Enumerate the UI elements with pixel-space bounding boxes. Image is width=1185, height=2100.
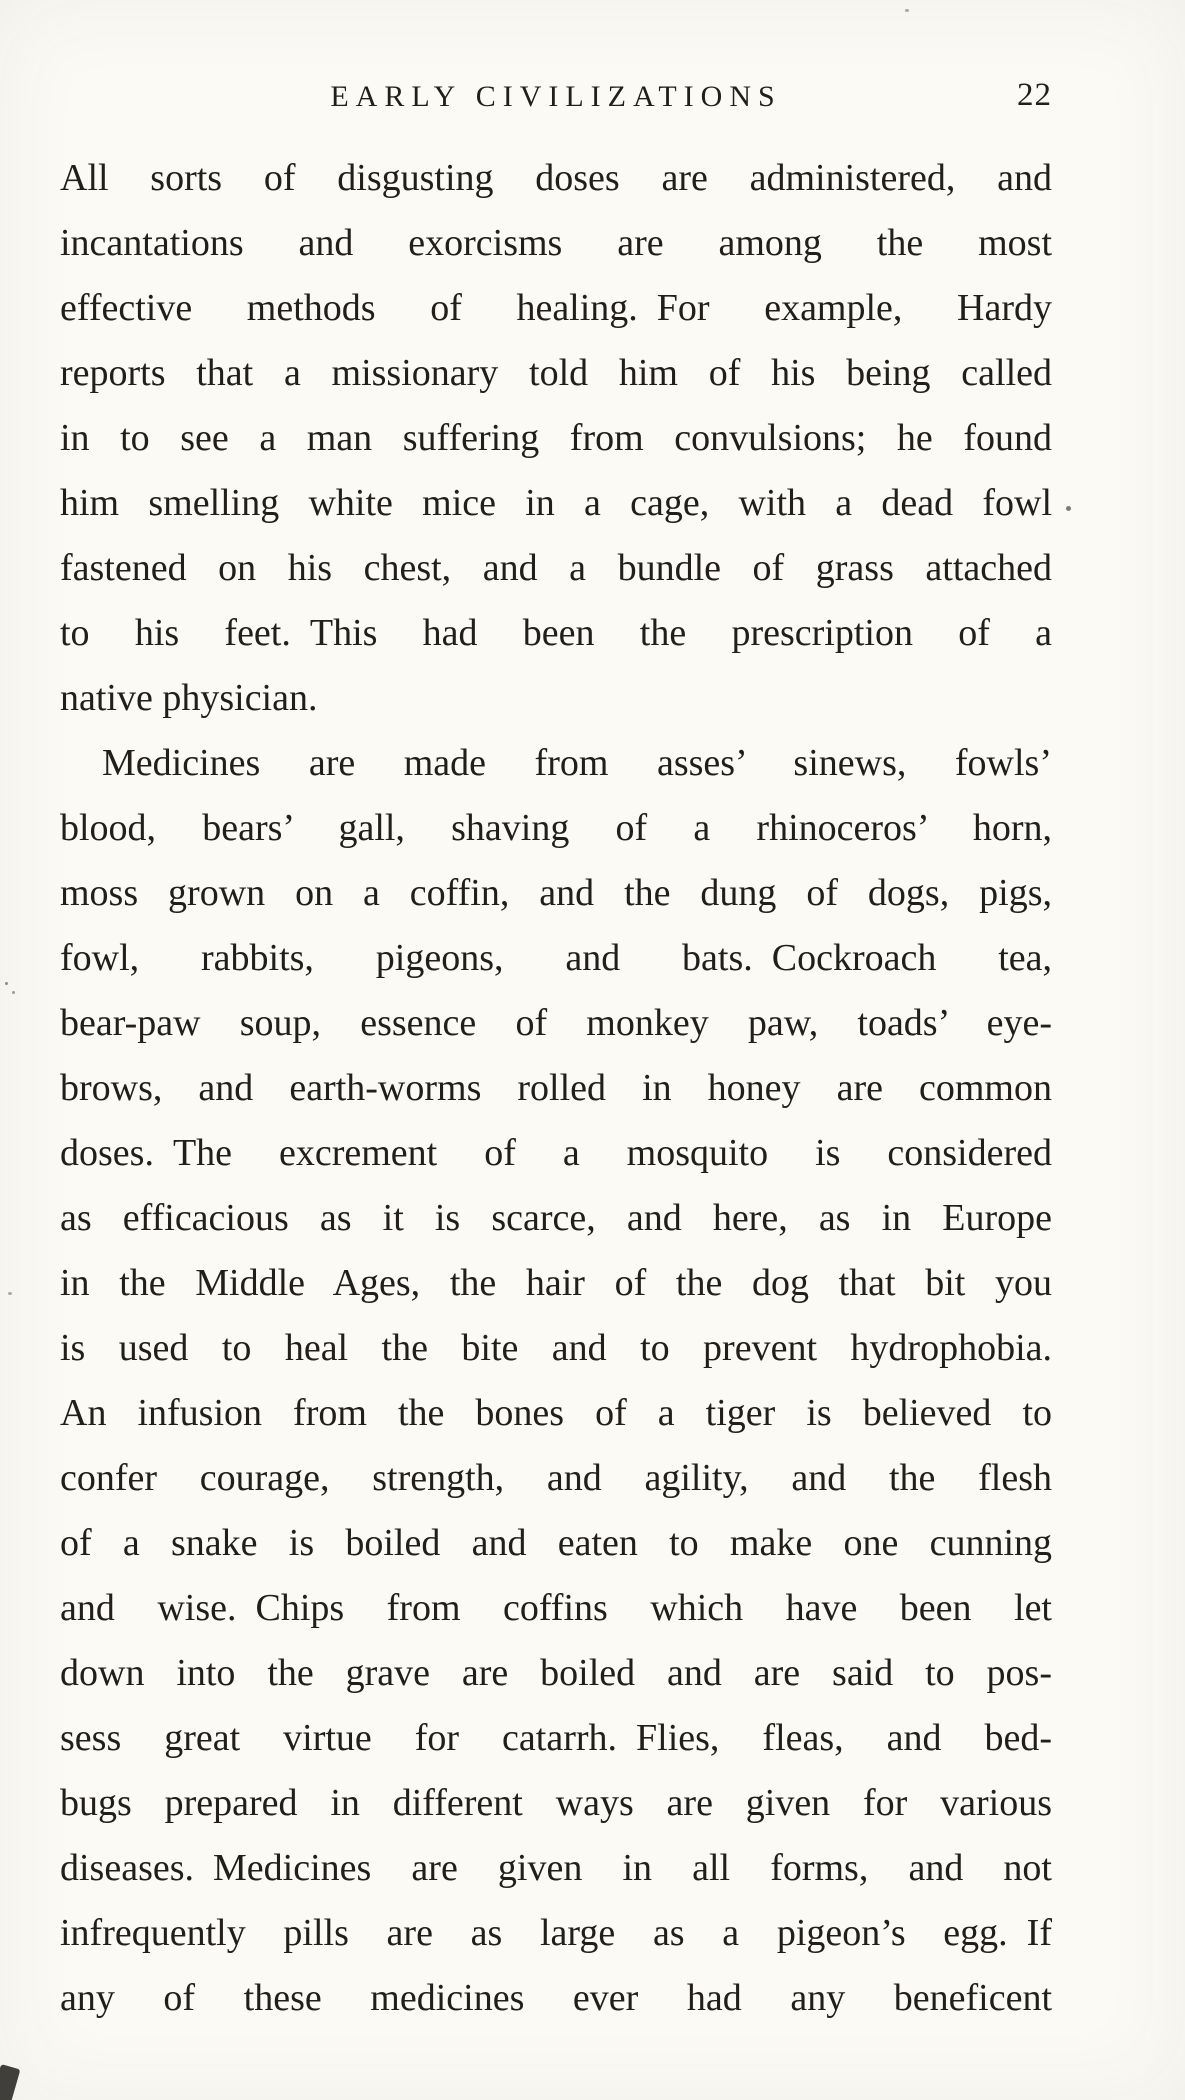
text-line: fowl, rabbits, pigeons, and bats. Cockroach tea, [60, 937, 1052, 979]
text-line: An infusion from the bones of a tiger is believed to [60, 1392, 1052, 1434]
text-line: in to see a man suffering from convulsions; he found [60, 417, 1052, 459]
body-text [60, 146, 1052, 2031]
text-line: moss grown on a coffin, and the dung of dogs, pigs, [60, 872, 1052, 914]
text-line: effective methods of healing. For example, Hardy [60, 287, 1052, 329]
text-line: down into the grave are boiled and are said to pos- [60, 1652, 1052, 1694]
scan-speck-icon [1066, 506, 1071, 511]
scan-speck-icon [8, 1292, 12, 1295]
text-line: of a snake is boiled and eaten to make one cunning [60, 1522, 1052, 1564]
text-line: any of these medicines ever had any beneficent [60, 1977, 1052, 2019]
text-line: to his feet. This had been the prescription of a [60, 612, 1052, 654]
page-number: 22 [1017, 77, 1052, 113]
text-line: confer courage, strength, and agility, and the flesh [60, 1457, 1052, 1499]
text-line: him smelling white mice in a cage, with a dead fowl [60, 482, 1052, 524]
text-line: brows, and earth-worms rolled in honey are common [60, 1067, 1052, 1109]
paragraph-2 [60, 731, 1052, 2031]
text-line: in the Middle Ages, the hair of the dog that bit you [60, 1262, 1052, 1304]
text-line: and wise. Chips from coffins which have been let [60, 1587, 1052, 1629]
text-line: reports that a missionary told him of his being called [60, 352, 1052, 394]
text-line: is used to heal the bite and to prevent hydrophobia. [60, 1327, 1052, 1369]
text-line: All sorts of disgusting doses are administered, and [60, 157, 1052, 199]
text-line: diseases. Medicines are given in all forms, and not [60, 1847, 1052, 1889]
text-line: bear-paw soup, essence of monkey paw, toads’ eye- [60, 1002, 1052, 1044]
running-header [60, 77, 1052, 124]
scan-corner-mark-icon [0, 2064, 20, 2100]
text-line: bugs prepared in different ways are given for various [60, 1782, 1052, 1824]
paragraph-1 [60, 146, 1052, 731]
text-line: sess great virtue for catarrh. Flies, fleas, and bed- [60, 1717, 1052, 1759]
text-line: native physician. [60, 677, 318, 719]
text-line: fastened on his chest, and a bundle of grass attached [60, 547, 1052, 589]
text-line: doses. The excrement of a mosquito is considered [60, 1132, 1052, 1174]
text-line: blood, bears’ gall, shaving of a rhinoceros’ horn, [60, 807, 1052, 849]
scan-speck-icon [905, 9, 909, 12]
text-line: Medicines are made from asses’ sinews, fowls’ [102, 742, 1052, 784]
text-line: incantations and exorcisms are among the most [60, 222, 1052, 264]
text-line: infrequently pills are as large as a pigeon’s egg. If [60, 1912, 1052, 1954]
chapter-title: EARLY CIVILIZATIONS [330, 80, 782, 113]
scan-speck-icon [5, 982, 8, 985]
text-line: as efficacious as it is scarce, and here, as in Europe [60, 1197, 1052, 1239]
